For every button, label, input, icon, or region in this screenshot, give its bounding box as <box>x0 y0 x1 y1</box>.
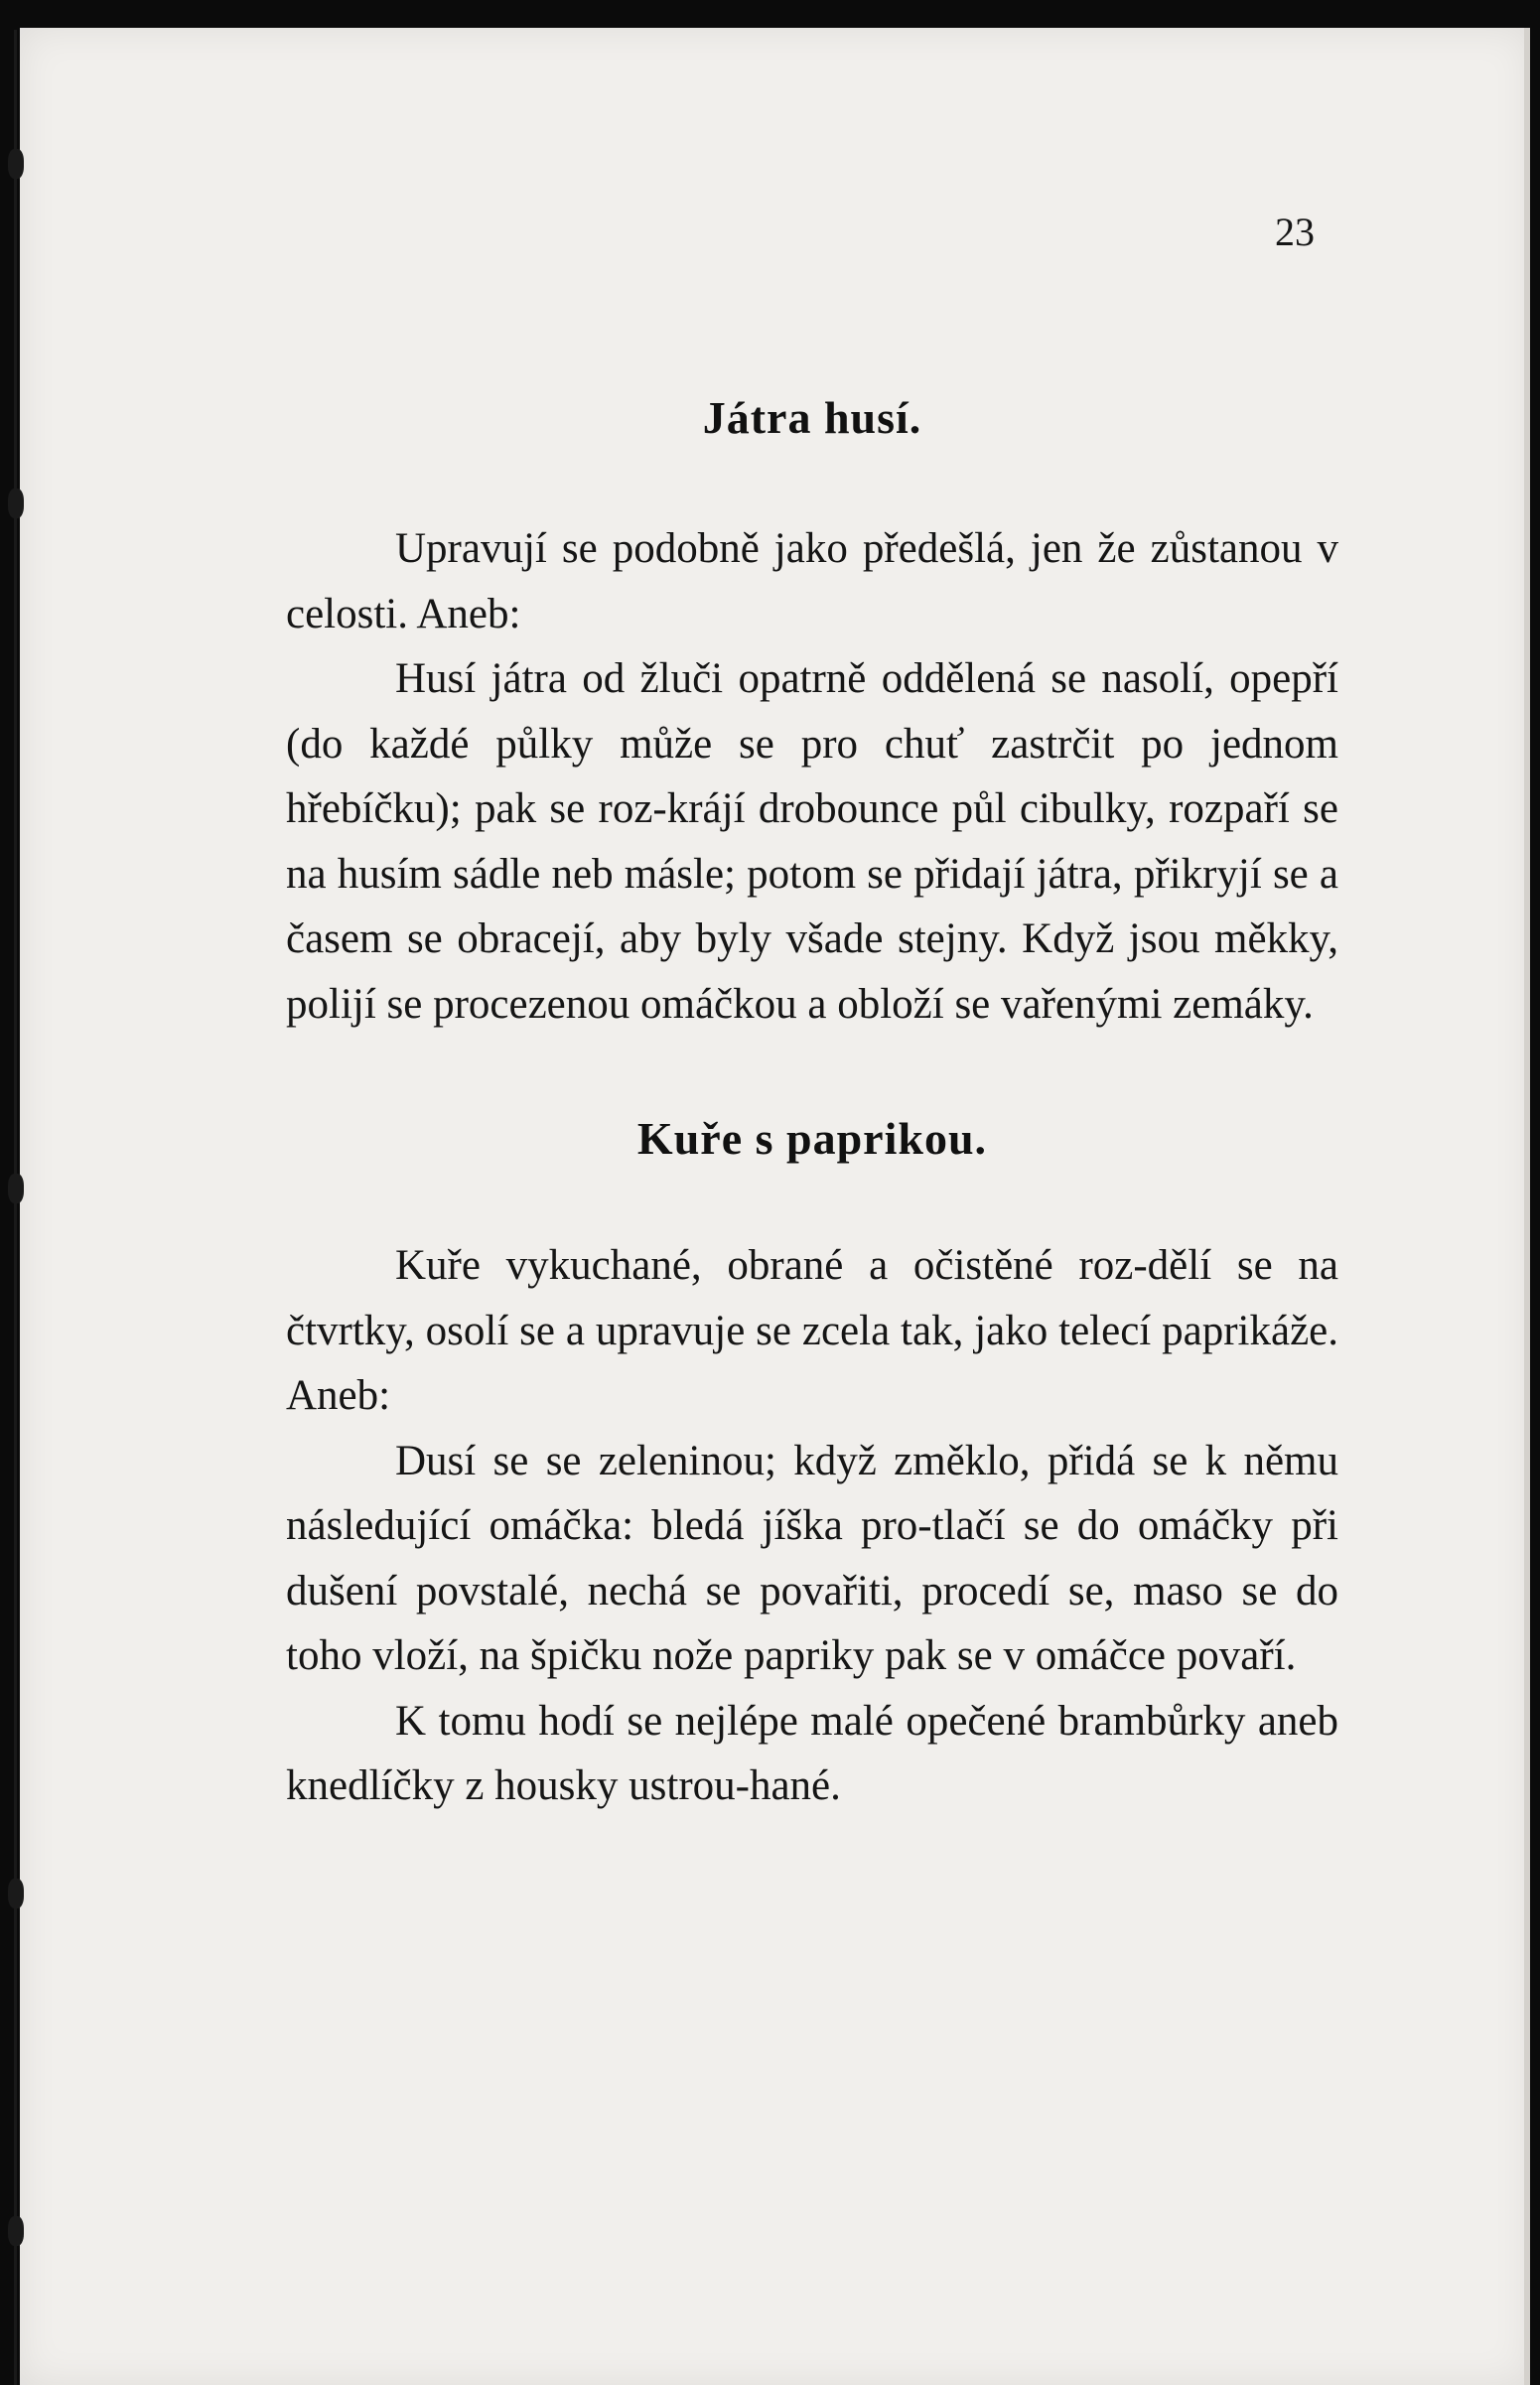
page-edge <box>1524 28 1530 2385</box>
page-number: 23 <box>1275 210 1315 254</box>
binding-mark <box>8 1174 24 1203</box>
binding-edge <box>14 30 17 2385</box>
paragraph: Husí játra od žluči opatrně oddělená se nasolí, opepří (do každé půlky může se pro chuť zastrčit po jednom hřebíčku); pak se roz-krájí drobounce půl cibulky, rozpaří se na husím sádle neb másle; potom se přidají játra, přikryjí se a časem se obracejí, aby byly všade stejny. Když jsou měkky, polijí se procezenou omáčkou a obloží se vařenými zemáky. <box>286 655 1338 1028</box>
paragraph: Dusí se se zeleninou; když změklo, přidá se k němu následující omáčka: bledá jíška pro-tlačí se do omáčky při dušení povstalé, nechá se povařiti, procedí se, maso se do toho vloží, na špičku nože papriky pak se v omáčce povaří. <box>286 1437 1338 1679</box>
binding-mark <box>8 149 24 179</box>
text-block <box>286 385 1338 1819</box>
binding-mark <box>8 489 24 518</box>
paragraph: Kuře vykuchané, obrané a očistěné roz-dělí se na čtvrtky, osolí se a upravuje se zcela tak, jako telecí paprikáže. Aneb: <box>286 1242 1338 1419</box>
binding-mark <box>8 2216 24 2246</box>
section-heading: Játra husí. <box>702 392 922 443</box>
binding-mark <box>8 1879 24 1908</box>
paragraph: K tomu hodí se nejlépe malé opečené brambůrky aneb knedlíčky z housky ustrou-hané. <box>286 1697 1338 1809</box>
section-heading: Kuře s paprikou. <box>636 1113 988 1164</box>
paragraph: Upravují se podobně jako předešlá, jen že zůstanou v celosti. Aneb: <box>286 525 1338 637</box>
